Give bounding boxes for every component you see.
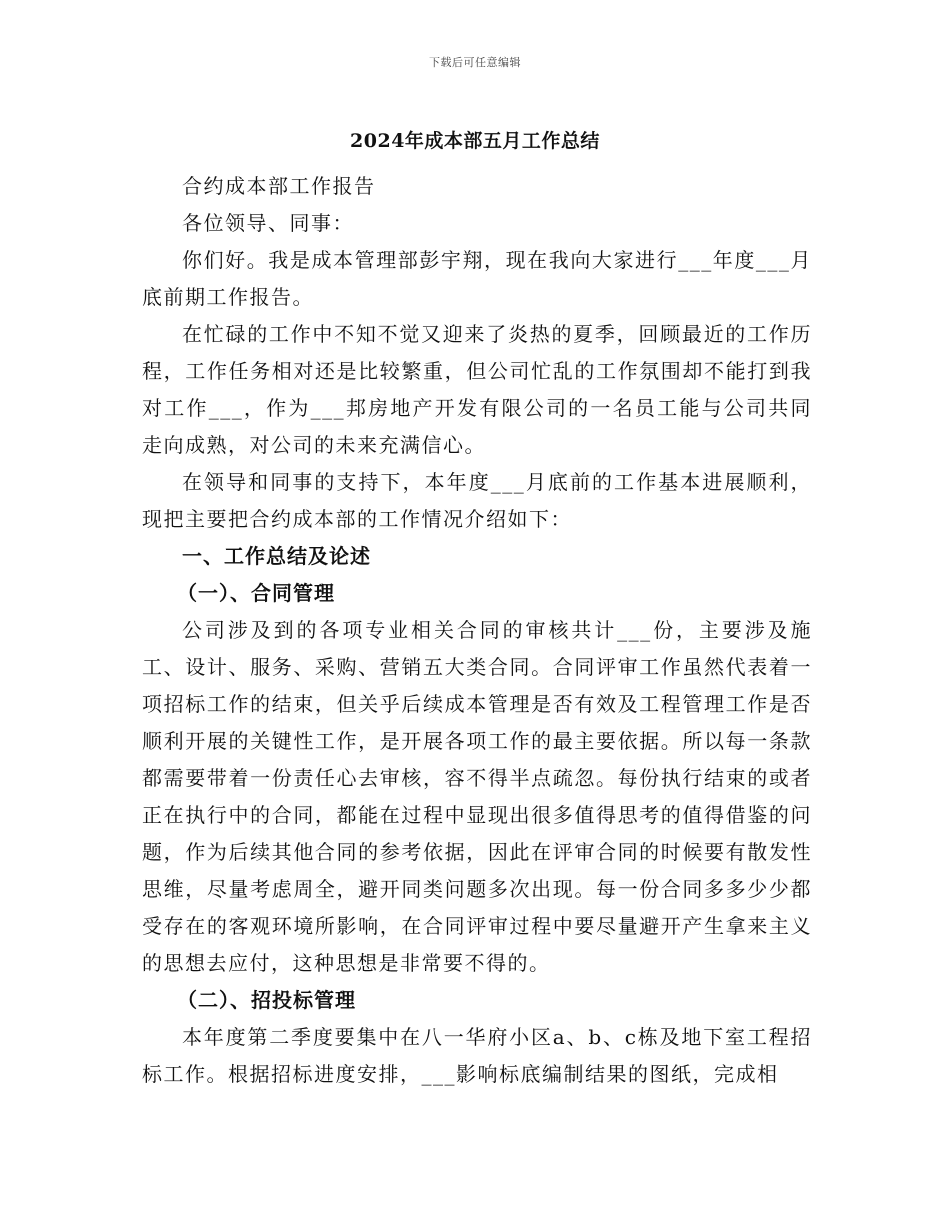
page-header-note: 下载后可任意编辑: [429, 56, 521, 69]
contract-management-paragraph: 公司涉及到的各项专业相关合同的审核共计___份，主要涉及施工、设计、服务、采购、营销五大类合同。合同评审工作虽然代表着一项招标工作的结束，但关乎后续成本管理是否有效及工程管理工作是否顺利开展的关键性工作，是开展各项工作的最主要依据。所以每一条款都需要带着一份责任心去审核，容不得半点疏忽。每份执行结束的或者正在执行中的合同，都能在过程中显现出很多值得思考的值得借鉴的问题，作为后续其他合同的参考依据，因此在评审合同的时候要有散发性思维，尽量考虑周全，避开同类问题多次出现。每一份合同多多少少都受存在的客观环境所影响，在合同评审过程中要尽量避开产生拿来主义的思想去应付，这种思想是非常要不得的。: [142, 618, 812, 975]
intro-paragraph: 你们好。我是成本管理部彭宇翔，现在我向大家进行___年度___月底前期工作报告。: [142, 248, 812, 309]
summer-paragraph: 在忙碌的工作中不知不觉又迎来了炎热的夏季，回顾最近的工作历程，工作任务相对还是比较繁重，但公司忙乱的工作氛围却不能打到我对工作___，作为___邦房地产开发有限公司的一名员工能与公司共同走向成熟，对公司的未来充满信心。: [142, 322, 812, 457]
subsection-heading-contract-management: （一）、合同管理: [177, 581, 335, 605]
document-title: 2024年成本部五月工作总结: [350, 130, 600, 152]
section-heading-work-summary: 一、工作总结及论述: [182, 544, 371, 568]
progress-paragraph: 在领导和同事的支持下，本年度___月底前的工作基本进展顺利，现把主要把合约成本部的工作情况介绍如下：: [142, 470, 812, 531]
subsection-heading-bidding-management: （二）、招投标管理: [177, 988, 356, 1012]
report-name: 合约成本部工作报告: [182, 174, 376, 198]
bidding-management-paragraph: 本年度第二季度要集中在八一华府小区a、b、c栋及地下室工程招标工作。根据招标进度安排，___影响标底编制结果的图纸，完成相: [142, 1025, 812, 1086]
salutation: 各位领导、同事：: [182, 211, 354, 235]
document-body: [142, 168, 812, 1093]
